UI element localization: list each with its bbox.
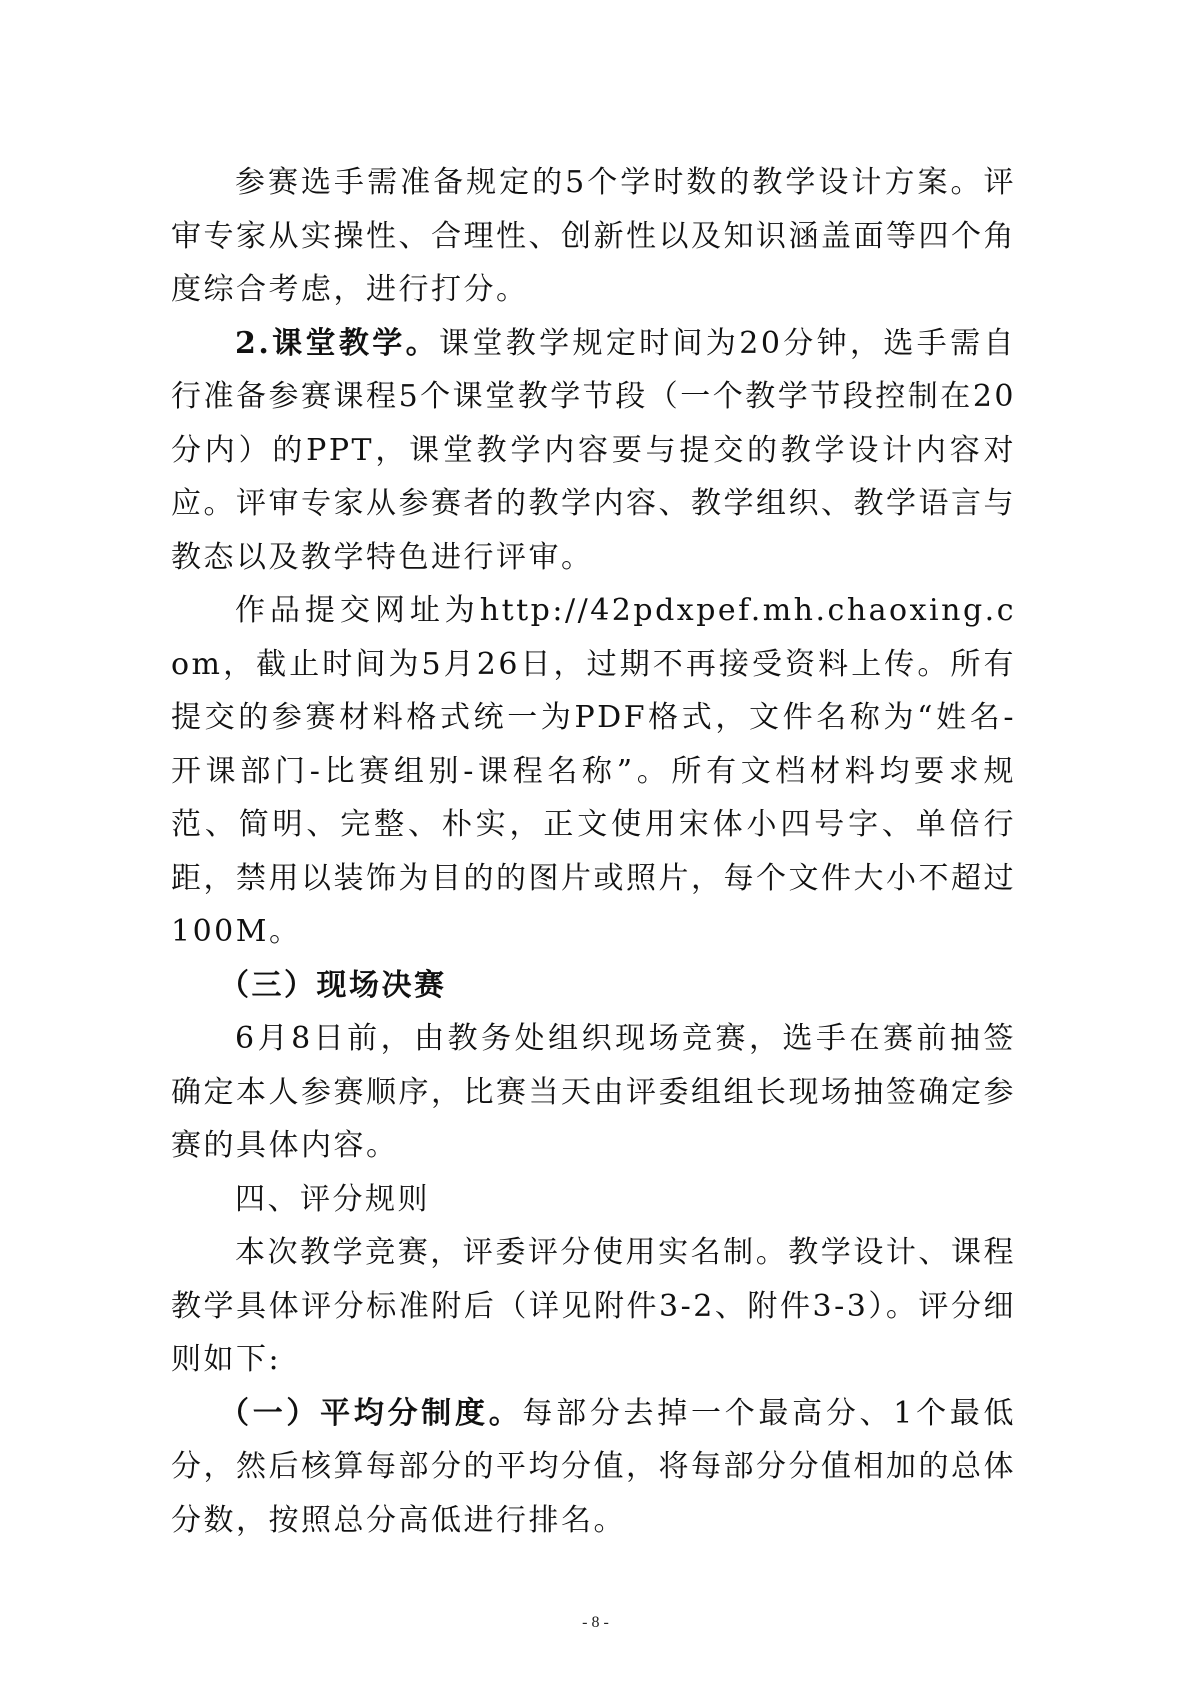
paragraph-lead-bold: 2.课堂教学。: [235, 325, 439, 361]
paragraph-final-contest: [171, 1012, 1016, 1173]
paragraph-text: 课堂教学规定时间为20分钟，选手需自行准备参赛课程5个课堂教学节段（一个教学节段控制在20分内）的PPT，课堂教学内容要与提交的教学设计内容对应。评审专家从参赛者的教学内容、教学组织、教学语言与教态以及教学特色进行评审。: [171, 325, 1016, 575]
paragraph-submission: [171, 584, 1016, 959]
paragraph-text: 6月8日前，由教务处组织现场竞赛，选手在赛前抽签确定本人参赛顺序，比赛当天由评委组组长现场抽签确定参赛的具体内容。: [171, 1021, 1016, 1163]
section-heading-scoring-rules: 四、评分规则: [235, 1181, 430, 1217]
paragraph-design-scheme: [171, 156, 1016, 317]
paragraph-lead-bold: （一）平均分制度。: [219, 1395, 523, 1431]
paragraph-scoring-intro: [171, 1226, 1016, 1387]
paragraph-text: 参赛选手需准备规定的5个学时数的教学设计方案。评审专家从实操性、合理性、创新性以及知识涵盖面等四个角度综合考虑，进行打分。: [171, 165, 1016, 307]
page-number: - 8 -: [582, 1614, 609, 1631]
paragraph-text: 作品提交网址为http://42pdxpef.mh.chaoxing.com，截止时间为5月26日，过期不再接受资料上传。所有提交的参赛材料格式统一为PDF格式，文件名称为“姓名-开课部门-比赛组别-课程名称”。所有文档材料均要求规范、简明、完整、朴实，正文使用宋体小四号字、单倍行距，禁用以装饰为目的的图片或照片，每个文件大小不超过100M。: [171, 593, 1016, 949]
paragraph-text: 每部分去掉一个最高分、1个最低分，然后核算每部分的平均分值，将每部分分值相加的总体分数，按照总分高低进行排名。: [171, 1395, 1016, 1538]
paragraph-average-score: [171, 1387, 1016, 1548]
section-heading-final: （三）现场决赛: [219, 967, 447, 1003]
document-body: [171, 156, 1016, 1547]
paragraph-classroom-teaching: [171, 317, 1016, 585]
paragraph-text: 本次教学竞赛，评委评分使用实名制。教学设计、课程教学具体评分标准附后（详见附件3-2、附件3-3）。评分细则如下:: [171, 1235, 1016, 1377]
